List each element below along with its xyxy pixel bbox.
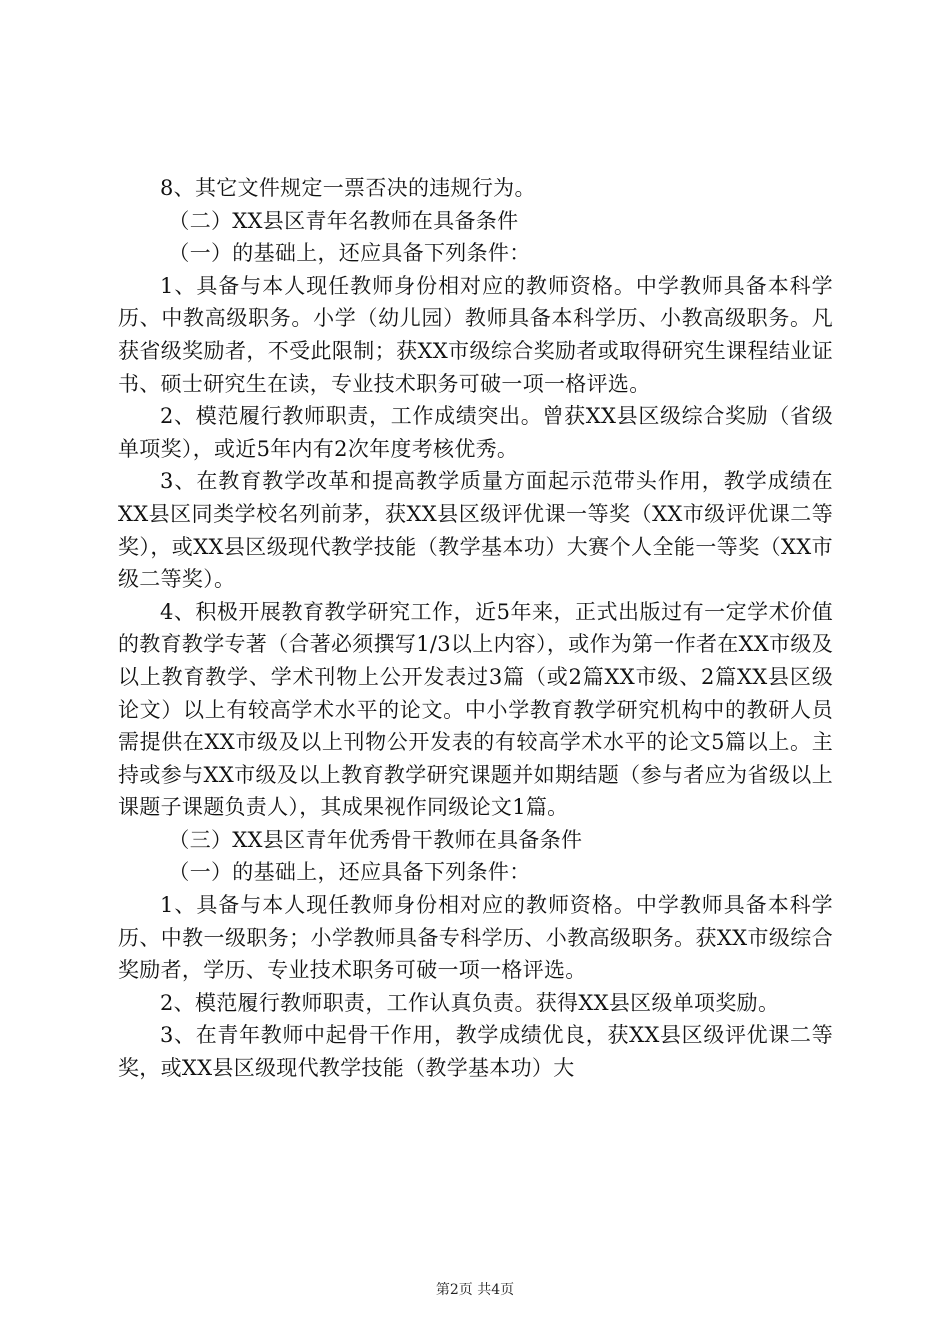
paragraph-condition-3: 3、在教育教学改革和提高教学质量方面起示范带头作用，教学成绩在XX县区同类学校名列前茅，获XX县区级评优课一等奖（XX市级评优课二等奖），或XX县区级现代教学技能（教学基本功）大赛个人全能一等奖（XX市级二等奖）。 — [118, 469, 833, 592]
document-body — [118, 172, 833, 1085]
paragraph-condition-2-b: 2、模范履行教师职责，工作认真负责。获得XX县区级单项奖励。 — [160, 990, 780, 1015]
paragraph-condition-1: 1、具备与本人现任教师身份相对应的教师资格。中学教师具备本科学历、中教高级职务。小学（幼儿园）教师具备本科学历、小教高级职务。凡获省级奖励者，不受此限制；获XX市级综合奖励者或取得研究生课程结业证书、硕士研究生在读，专业技术职务可破一项一格评选。 — [118, 273, 833, 396]
section-heading-3: （三）XX县区青年优秀骨干教师在具备条件 — [168, 827, 583, 852]
section-heading-3-cont: （一）的基础上，还应具备下列条件： — [168, 860, 531, 885]
paragraph-condition-3-b: 3、在青年教师中起骨干作用，教学成绩优良，获XX县区级评优课二等奖，或XX县区级现代教学技能（教学基本功）大 — [118, 1023, 833, 1081]
paragraph-item-8: 8、其它文件规定一票否决的违规行为。 — [160, 176, 536, 200]
section-heading-2-cont: （一）的基础上，还应具备下列条件： — [168, 241, 531, 266]
page-footer: 第2页 共4页 — [435, 1282, 515, 1298]
paragraph-condition-1-b: 1、具备与本人现任教师身份相对应的教师资格。中学教师具备本科学历、中教一级职务；小学教师具备专科学历、小教高级职务。获XX市级综合奖励者，学历、专业技术职务可破一项一格评选。 — [118, 893, 833, 983]
paragraph-condition-2: 2、模范履行教师职责，工作成绩突出。曾获XX县区级综合奖励（省级单项奖），或近5年内有2次年度考核优秀。 — [118, 404, 833, 461]
paragraph-condition-4: 4、积极开展教育教学研究工作，近5年来，正式出版过有一定学术价值的教育教学专著（合著必须撰写1/3以上内容），或作为第一作者在XX市级及以上教育教学、学术刊物上公开发表过3篇（或2篇XX市级、2篇XX县区级论文）以上有较高学术水平的论文。中小学教育教学研究机构中的教研人员需提供在XX市级及以上刊物公开发表的有较高学术水平的论文5篇以上。主持或参与XX市级及以上教育教学研究课题并如期结题（参与者应为省级以上课题子课题负责人），其成果视作同级论文1篇。 — [118, 599, 833, 820]
section-heading-2: （二）XX县区青年名教师在具备条件 — [168, 208, 519, 233]
